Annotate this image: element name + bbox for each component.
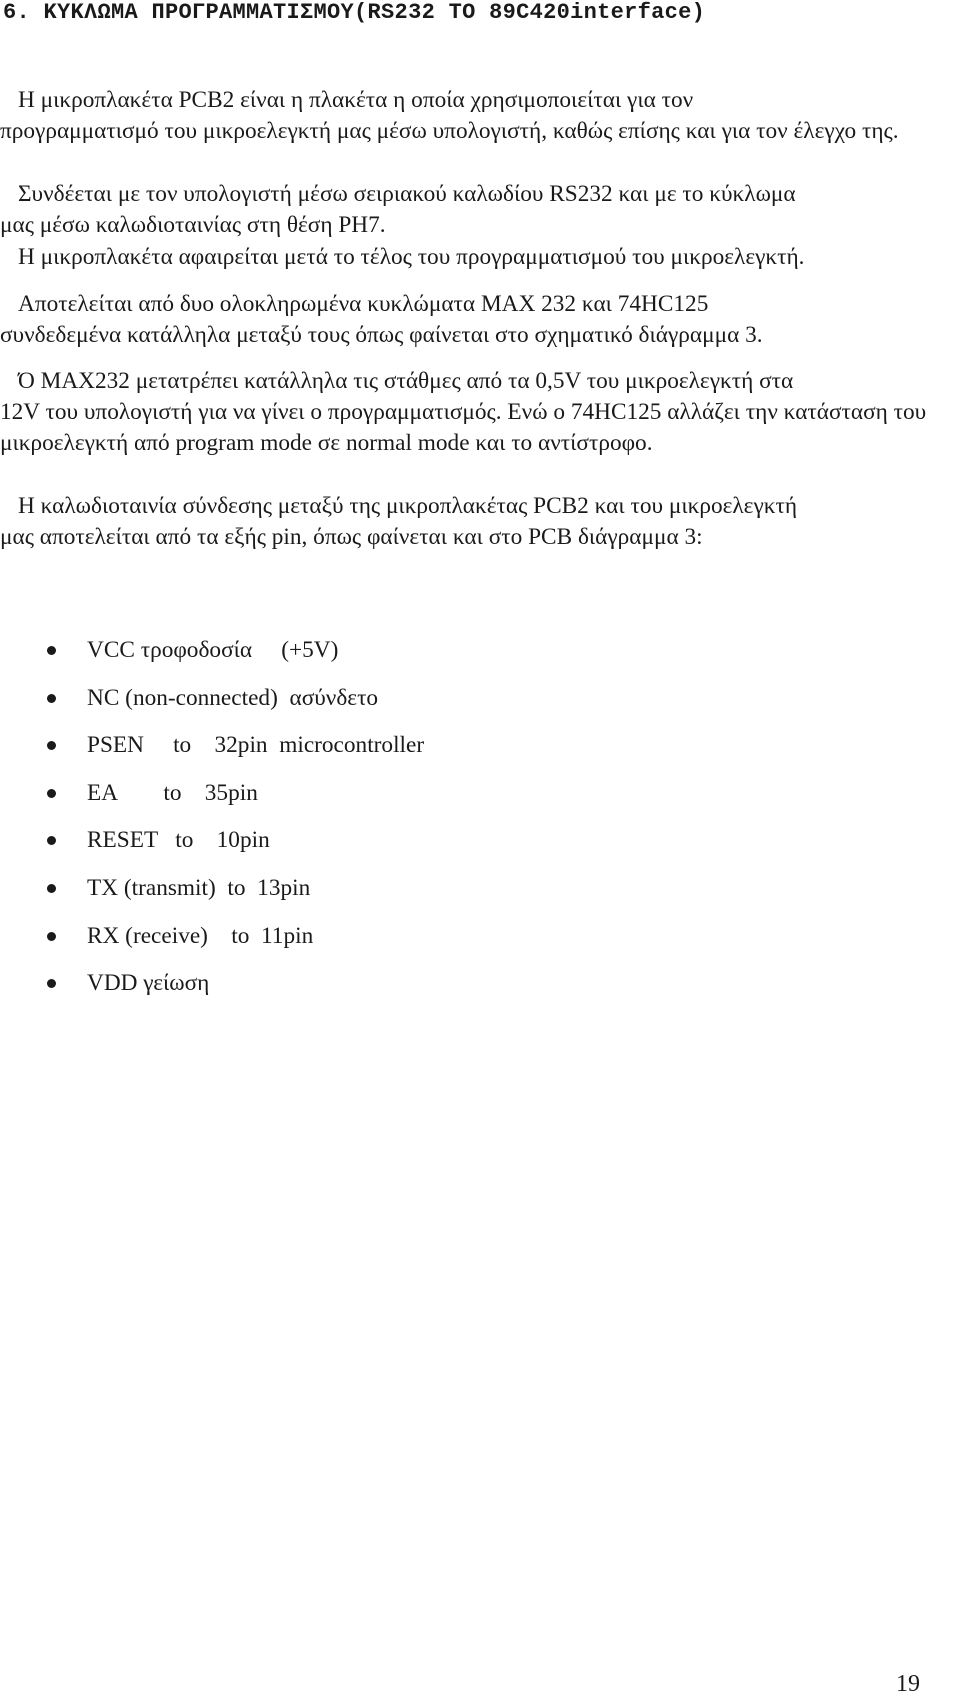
paragraph-continuation: συνδεδεμένα κατάλληλα μεταξύ τους όπως φαίνεται στο σχηματικό διάγραμμα 3. (0, 322, 763, 348)
paragraph-removal (0, 242, 950, 273)
paragraph-first-line: Ό MAX232 μετατρέπει κατάλληλα τις στάθμες από τα 0,5V του μικροελεγκτή στα (18, 368, 794, 394)
paragraph-continuation: 12V του υπολογιστή για να γίνει ο προγραμματισμός. Ενώ ο 74HC125 αλλάζει την κατάσταση του μικροελεγκτή από program mode σε normal mode και το αντίστροφο. (0, 399, 927, 456)
bullet-icon (47, 694, 56, 703)
paragraph-first-line: Η μικροπλακέτα PCB2 είναι η πλακέτα η οποία χρησιμοποιείται για τον (18, 87, 694, 113)
list-item-text: PSEN to 32pin microcontroller (87, 732, 425, 759)
paragraph-continuation: μας μέσω καλωδιοταινίας στη θέση PH7. (0, 212, 386, 238)
paragraph-first-line: Η καλωδιοταινία σύνδεσης μεταξύ της μικροπλακέτας PCB2 και του μικροελεγκτή (18, 493, 798, 519)
paragraph-max232 (0, 366, 950, 459)
paragraph-ribbon-cable (0, 491, 950, 553)
list-item-vcc (0, 630, 424, 678)
bullet-icon (47, 741, 56, 750)
paragraph-pcb2-intro (0, 85, 950, 147)
section-heading: 6. ΚΥΚΛΩΜΑ ΠΡΟΓΡΑΜΜΑΤΙΣΜΟΥ(RS232 TO 89C420interface) (3, 0, 706, 25)
list-item-text: RX (receive) to 11pin (87, 922, 314, 949)
paragraph-connection (0, 179, 950, 241)
list-item-ea (0, 773, 424, 821)
bullet-icon (47, 646, 56, 655)
paragraph-continuation: προγραμματισμό του μικροελεγκτή μας μέσω υπολογιστή, καθώς επίσης και για τον έλεγχο της. (0, 118, 899, 144)
list-item-text: VDD γείωση (87, 970, 210, 997)
list-item-nc (0, 678, 424, 726)
list-item-tx (0, 868, 424, 916)
paragraph-first-line: Συνδέεται με τον υπολογιστή μέσω σειριακού καλωδίου RS232 και με το κύκλωμα (18, 181, 796, 207)
list-item-psen (0, 725, 424, 773)
bullet-icon (47, 979, 56, 988)
paragraph-continuation: μας αποτελείται από τα εξής pin, όπως φαίνεται και στο PCB διάγραμμα 3: (0, 524, 703, 550)
pin-list (0, 630, 424, 1011)
list-item-vdd (0, 963, 424, 1011)
list-item-text: RESET to 10pin (87, 827, 270, 854)
list-item-reset (0, 820, 424, 868)
list-item-rx (0, 916, 424, 964)
paragraph-first-line: Αποτελείται από δυο ολοκληρωμένα κυκλώματα MAX 232 και 74HC125 (18, 291, 709, 317)
bullet-icon (47, 836, 56, 845)
list-item-text: EA to 35pin (87, 779, 258, 806)
list-item-text: NC (non-connected) ασύνδετο (87, 684, 379, 711)
bullet-icon (47, 884, 56, 893)
paragraph-first-line: Η μικροπλακέτα αφαιρείται μετά το τέλος του προγραμματισμού του μικροελεγκτή. (18, 244, 805, 270)
bullet-icon (47, 932, 56, 941)
list-item-text: TX (transmit) to 13pin (87, 874, 311, 901)
page-number: 19 (896, 1671, 920, 1697)
paragraph-components (0, 289, 950, 351)
bullet-icon (47, 789, 56, 798)
list-item-text: VCC τροφοδοσία (+5V) (87, 637, 339, 663)
